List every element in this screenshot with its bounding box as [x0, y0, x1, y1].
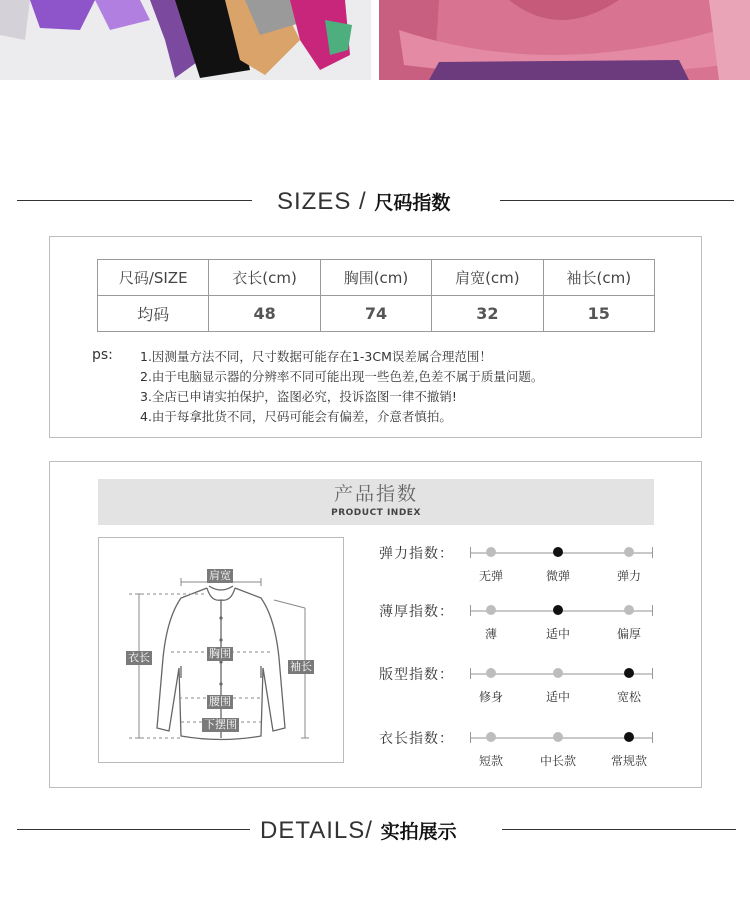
notes-list — [140, 347, 543, 427]
index-option-label: 修身 — [478, 690, 504, 704]
note-item: 2.由于电脑显示器的分辨率不同可能出现一些色差,色差不属于质量问题。 — [140, 369, 544, 384]
size-box — [49, 236, 702, 438]
sizes-title-cn: 尺码指数 — [374, 192, 451, 214]
scale-cap — [652, 668, 653, 679]
index-dot — [553, 732, 563, 742]
index-dot — [486, 547, 496, 557]
index-option-label: 中长款 — [539, 754, 577, 768]
size-table-header-row — [98, 260, 655, 296]
scale-cap — [652, 547, 653, 558]
product-photo-left — [0, 0, 371, 80]
index-row-label: 版型指数： — [379, 667, 454, 683]
sizes-heading — [0, 181, 750, 221]
size-table — [97, 259, 655, 332]
index-dot — [486, 732, 496, 742]
note-item: 3.全店已申请实拍保护，盗图必究，投诉盗图一律不撤销! — [140, 389, 457, 404]
label-hem: 下摆围 — [204, 718, 237, 731]
size-header-cell: 尺码/SIZE — [98, 260, 209, 296]
details-title-en: DETAILS — [260, 817, 366, 844]
heading-rule-right — [500, 200, 734, 201]
details-title-cn: 实拍展示 — [380, 821, 457, 843]
index-option-label: 微弹 — [545, 569, 571, 583]
details-title — [260, 810, 457, 850]
index-dot-selected — [624, 668, 634, 678]
index-row-label: 薄厚指数： — [379, 604, 454, 620]
product-index-banner — [98, 479, 654, 525]
size-header-cell: 肩宽(cm) — [432, 260, 543, 296]
photo-left-art — [0, 0, 371, 80]
index-row — [50, 543, 690, 583]
label-sleeve: 袖长 — [290, 660, 312, 673]
index-option-label: 弹力 — [616, 569, 642, 583]
note-item: 4.由于每拿批货不同，尺码可能会有偏差，介意者慎拍。 — [140, 409, 452, 424]
product-photo-right — [379, 0, 750, 80]
label-shoulder: 肩宽 — [209, 569, 231, 582]
product-index-title-en: PRODUCT INDEX — [331, 508, 421, 518]
index-row — [50, 728, 690, 768]
index-dot — [624, 605, 634, 615]
size-cell: 32 — [432, 296, 543, 332]
index-option-label: 无弹 — [478, 569, 504, 583]
notes-label: ps: — [92, 347, 113, 363]
index-row — [50, 664, 690, 704]
index-dot-selected — [553, 605, 563, 615]
product-index-box — [49, 461, 702, 788]
index-option-label: 薄 — [484, 627, 498, 641]
label-waist: 腰围 — [209, 695, 231, 708]
details-title-slash: / — [365, 817, 373, 844]
index-row-label: 弹力指数： — [379, 546, 454, 562]
scale-cap — [470, 605, 471, 616]
size-header-cell: 袖长(cm) — [543, 260, 654, 296]
index-dot — [624, 547, 634, 557]
heading-rule-left — [17, 829, 250, 830]
product-index-title-cn: 产品指数 — [333, 483, 418, 505]
scale-cap — [470, 732, 471, 743]
index-option-label: 偏厚 — [616, 627, 642, 641]
details-heading — [0, 810, 750, 850]
scale-cap — [470, 547, 471, 558]
sizes-title-en: SIZES — [277, 188, 352, 215]
note-item: 1.因测量方法不同，尺寸数据可能存在1-3CM误差属合理范围！ — [140, 349, 492, 364]
label-length: 衣长 — [128, 651, 150, 664]
index-row-label: 衣长指数： — [379, 731, 454, 747]
index-dot — [486, 668, 496, 678]
index-option-label: 宽松 — [616, 690, 642, 704]
sizes-title — [277, 181, 450, 221]
size-cell: 48 — [209, 296, 320, 332]
index-dot — [553, 668, 563, 678]
scale-cap — [652, 605, 653, 616]
size-table-row — [98, 296, 655, 332]
scale-cap — [652, 732, 653, 743]
size-cell: 均码 — [98, 296, 209, 332]
index-option-label: 常规款 — [610, 754, 648, 768]
sizes-title-slash: / — [359, 188, 367, 215]
index-dot-selected — [624, 732, 634, 742]
size-cell: 15 — [543, 296, 654, 332]
size-header-cell: 胸围(cm) — [320, 260, 431, 296]
size-header-cell: 衣长(cm) — [209, 260, 320, 296]
label-chest: 胸围 — [209, 647, 231, 660]
heading-rule-right — [502, 829, 736, 830]
heading-rule-left — [17, 200, 252, 201]
index-option-label: 短款 — [478, 754, 504, 768]
index-option-label: 适中 — [545, 690, 571, 704]
size-cell: 74 — [320, 296, 431, 332]
index-row — [50, 601, 690, 641]
scale-cap — [470, 668, 471, 679]
index-dot — [486, 605, 496, 615]
index-dot-selected — [553, 547, 563, 557]
index-option-label: 适中 — [545, 627, 571, 641]
photo-right-art — [379, 0, 750, 80]
